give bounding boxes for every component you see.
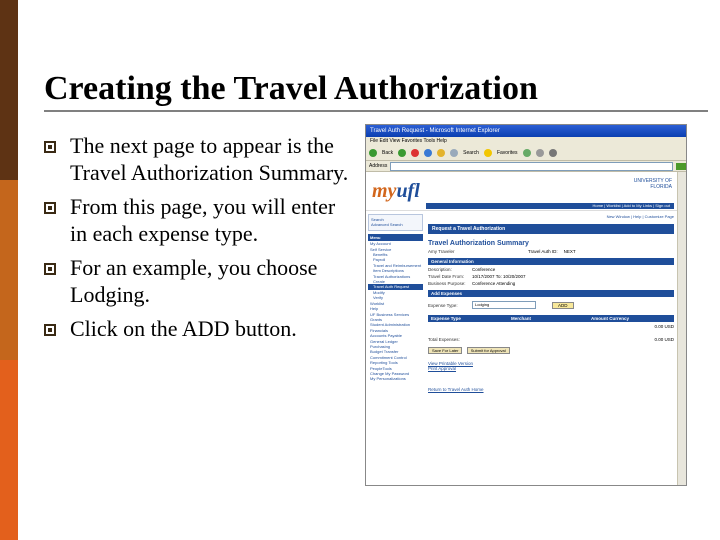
- total-value: 0.00 USD: [654, 337, 674, 342]
- bullet-text: The next page to appear is the Travel Authorization Summary.: [70, 133, 349, 185]
- square-bullet-icon: [44, 202, 56, 214]
- column-header: Amount Currency: [591, 316, 630, 321]
- field-value: 10/17/2007 To: 10/20/2007: [472, 274, 526, 279]
- sidebar-menu-item[interactable]: Worklist: [370, 300, 385, 306]
- sidebar-menu-item[interactable]: Travel and Reimbursement: [373, 262, 422, 268]
- employee-name: Amy Traveler: [428, 249, 455, 254]
- favorites-label: Favorites: [496, 150, 518, 156]
- sidebar-menu-item[interactable]: Travel Authorizations: [373, 273, 411, 279]
- search-box: [368, 214, 423, 231]
- bullet-item: [44, 254, 354, 308]
- general-info-section: General Information: [428, 258, 674, 265]
- decor-band-bottom: [0, 360, 18, 540]
- toolbar: [366, 146, 686, 161]
- bullet-text: For an example, you choose Lodging.: [70, 255, 318, 307]
- bullet-item: [44, 132, 354, 186]
- search-label: Search: [463, 150, 479, 156]
- web-page: [366, 172, 678, 485]
- bullet-text: Click on the ADD button.: [70, 316, 297, 341]
- total-label: Total Expenses:: [428, 337, 460, 342]
- field-label: Description:: [428, 267, 452, 272]
- uf-seal: UNIVERSITY OF FLORIDA: [633, 178, 672, 190]
- sidebar-menu-item[interactable]: Benefits: [373, 252, 388, 258]
- address-label: Address: [369, 163, 388, 169]
- sidebar-menu-item[interactable]: My Account: [370, 241, 391, 247]
- add-expenses-section: Add Expenses: [428, 290, 674, 297]
- print-approval-link[interactable]: Print Approval: [428, 366, 457, 371]
- sidebar-menu-item[interactable]: Modify: [373, 289, 385, 295]
- field-row: [428, 267, 674, 272]
- myufl-logo: myufl: [372, 180, 420, 202]
- sidebar-menu-item[interactable]: Create: [373, 279, 386, 285]
- media-icon: [523, 149, 531, 157]
- sidebar-menu-item[interactable]: Self Service: [370, 246, 392, 252]
- bullet-item: [44, 193, 354, 247]
- sidebar-menu-item[interactable]: Financials: [370, 327, 389, 333]
- field-row: [428, 274, 674, 279]
- field-label: Business Purpose:: [428, 281, 466, 286]
- sidebar-menu-item[interactable]: Payroll: [373, 257, 386, 263]
- print-icon: [549, 149, 557, 157]
- window-title: Travel Auth Request - Microsoft Internet Explorer: [366, 125, 686, 137]
- bullet-item: [44, 315, 354, 342]
- auth-id-value: NEXT: [563, 249, 576, 254]
- square-bullet-icon: [44, 263, 56, 275]
- column-header: Expense Type: [431, 316, 461, 321]
- auth-id-label: Travel Auth ID:: [528, 249, 558, 254]
- sidebar-menu-item[interactable]: Accounts Payable: [370, 333, 403, 339]
- stop-icon: [411, 149, 419, 157]
- request-header: Request a Travel Authorization: [428, 224, 674, 234]
- sidebar-menu-item[interactable]: Travel Auth Request: [368, 284, 423, 289]
- field-value: Conference Attending: [472, 281, 516, 286]
- menu-header: Menu: [368, 234, 423, 241]
- expense-type-row: [428, 301, 674, 309]
- employee-row: [428, 249, 674, 254]
- search-icon: [450, 149, 458, 157]
- sidebar-menu-item[interactable]: Budget Transfer: [370, 349, 399, 355]
- sidebar-menu-item[interactable]: PeopleTools: [370, 365, 392, 371]
- sidebar-menu-item[interactable]: Change My Password: [370, 370, 410, 376]
- action-buttons: [428, 347, 674, 354]
- address-bar: [366, 161, 686, 172]
- page-title: Travel Authorization Summary: [428, 240, 529, 247]
- sidebar-menu-item[interactable]: Grants: [370, 316, 383, 322]
- mail-icon: [536, 149, 544, 157]
- page-links: New Window | Help | Customize Page: [606, 214, 674, 219]
- advanced-search-link: Advanced Search: [371, 222, 403, 228]
- menu-bar: File Edit View Favorites Tools Help: [366, 137, 686, 146]
- sidebar-menu-item[interactable]: My Personalizations: [370, 376, 406, 382]
- square-bullet-icon: [44, 141, 56, 153]
- sidebar-menu-item[interactable]: Item Descriptions: [373, 268, 404, 274]
- return-link[interactable]: Return to Travel Auth Home: [428, 387, 484, 392]
- expense-type-select[interactable]: Lodging: [472, 301, 536, 309]
- title-divider: [44, 110, 708, 112]
- favorites-star-icon: [484, 149, 492, 157]
- bullet-list: [44, 132, 354, 349]
- sidebar-menu-item[interactable]: Purchasing: [370, 343, 391, 349]
- site-header: [366, 172, 678, 211]
- sidebar-menu-item[interactable]: Student Administration: [370, 322, 411, 328]
- printable-version-link[interactable]: View Printable Version: [428, 361, 473, 366]
- total-row: [428, 337, 674, 342]
- menu-items: [368, 241, 423, 382]
- submit-approval-button[interactable]: Submit for Approval: [467, 347, 510, 354]
- browser-screenshot: [365, 124, 687, 486]
- sidebar-menu-item[interactable]: Help: [370, 306, 379, 312]
- refresh-icon: [424, 149, 432, 157]
- slide-title: Creating the Travel Authorization: [44, 70, 538, 107]
- top-nav: Home | Worklist | Add to My Links | Sign out: [426, 203, 674, 209]
- row-amount: 0.00 USD: [654, 324, 674, 329]
- vertical-scrollbar[interactable]: [677, 172, 686, 485]
- save-for-later-button[interactable]: Save For Later: [428, 347, 462, 354]
- add-button[interactable]: ADD: [552, 302, 574, 309]
- side-nav: [368, 214, 423, 483]
- home-icon: [437, 149, 445, 157]
- bullet-text: From this page, you will enter in each expense type.: [70, 194, 336, 246]
- address-field: [390, 162, 673, 171]
- sidebar-menu-item[interactable]: General Ledger: [370, 338, 398, 344]
- sidebar-menu-item[interactable]: Commitment Control: [370, 354, 407, 360]
- square-bullet-icon: [44, 324, 56, 336]
- view-links: [428, 361, 674, 371]
- decor-band-middle: [0, 180, 18, 360]
- forward-arrow-icon: [398, 149, 406, 157]
- field-label: Travel Date From:: [428, 274, 465, 279]
- sidebar-menu-item[interactable]: Reporting Tools: [370, 360, 398, 366]
- expense-type-label: Expense Type:: [428, 302, 458, 308]
- expense-table-header: [428, 315, 674, 322]
- search-link: Search: [371, 217, 384, 222]
- column-header: Merchant: [511, 316, 532, 321]
- decor-band-top: [0, 0, 18, 180]
- sidebar-menu-item[interactable]: UF Business Services: [370, 311, 410, 317]
- back-arrow-icon: [369, 149, 377, 157]
- field-row: [428, 281, 674, 286]
- field-value: Conference: [472, 267, 496, 272]
- go-button: [676, 163, 686, 170]
- back-label: Back: [382, 150, 394, 156]
- sidebar-menu-item[interactable]: Verify: [373, 295, 384, 301]
- main-content: [428, 214, 674, 483]
